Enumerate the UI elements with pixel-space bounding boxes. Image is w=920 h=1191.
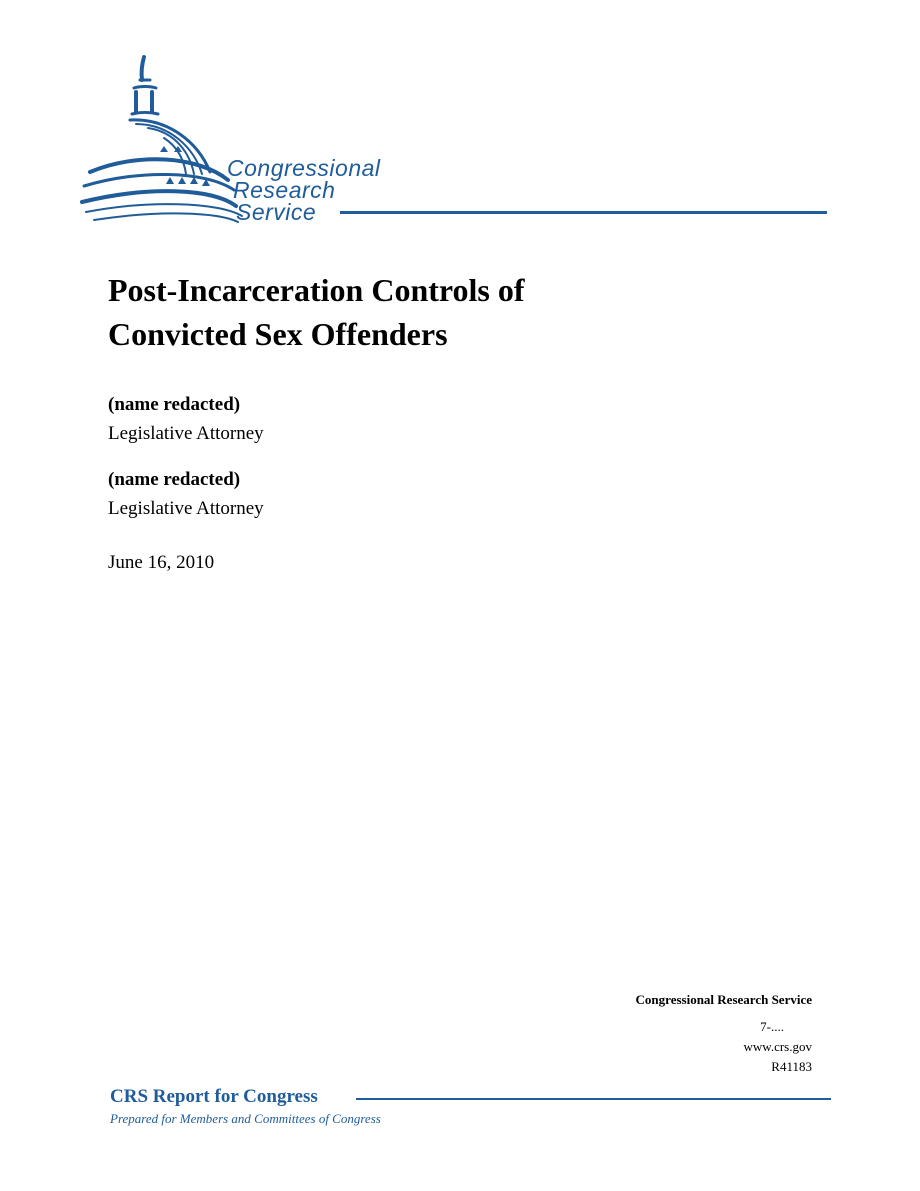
author-1-role: Legislative Attorney xyxy=(108,423,264,444)
report-title-line1: Post-Incarceration Controls of xyxy=(108,272,525,308)
footer-divider xyxy=(356,1098,831,1100)
author-2-role: Legislative Attorney xyxy=(108,498,264,519)
crs-organization: Congressional Research Service xyxy=(635,992,812,1007)
report-title xyxy=(108,268,525,356)
footer-subtitle: Prepared for Members and Committees of Congress xyxy=(110,1111,381,1126)
crs-report-number: R41183 xyxy=(771,1059,812,1074)
report-date: June 16, 2010 xyxy=(108,552,215,573)
logo-word-congressional: Congressional xyxy=(227,155,381,181)
report-title-line2: Convicted Sex Offenders xyxy=(108,316,448,352)
author-1-name: (name redacted) xyxy=(108,394,241,415)
author-2-name: (name redacted) xyxy=(108,469,241,490)
logo-word-research: Research xyxy=(233,177,336,203)
crs-code: 7-.... xyxy=(760,1019,784,1034)
crs-website: www.crs.gov xyxy=(743,1039,812,1054)
logo-word-service: Service xyxy=(236,199,317,225)
logo-divider xyxy=(340,211,827,214)
crs-info-block xyxy=(636,990,812,1077)
crs-capitol-dome-logo xyxy=(78,52,838,227)
footer-title: CRS Report for Congress xyxy=(110,1086,318,1107)
